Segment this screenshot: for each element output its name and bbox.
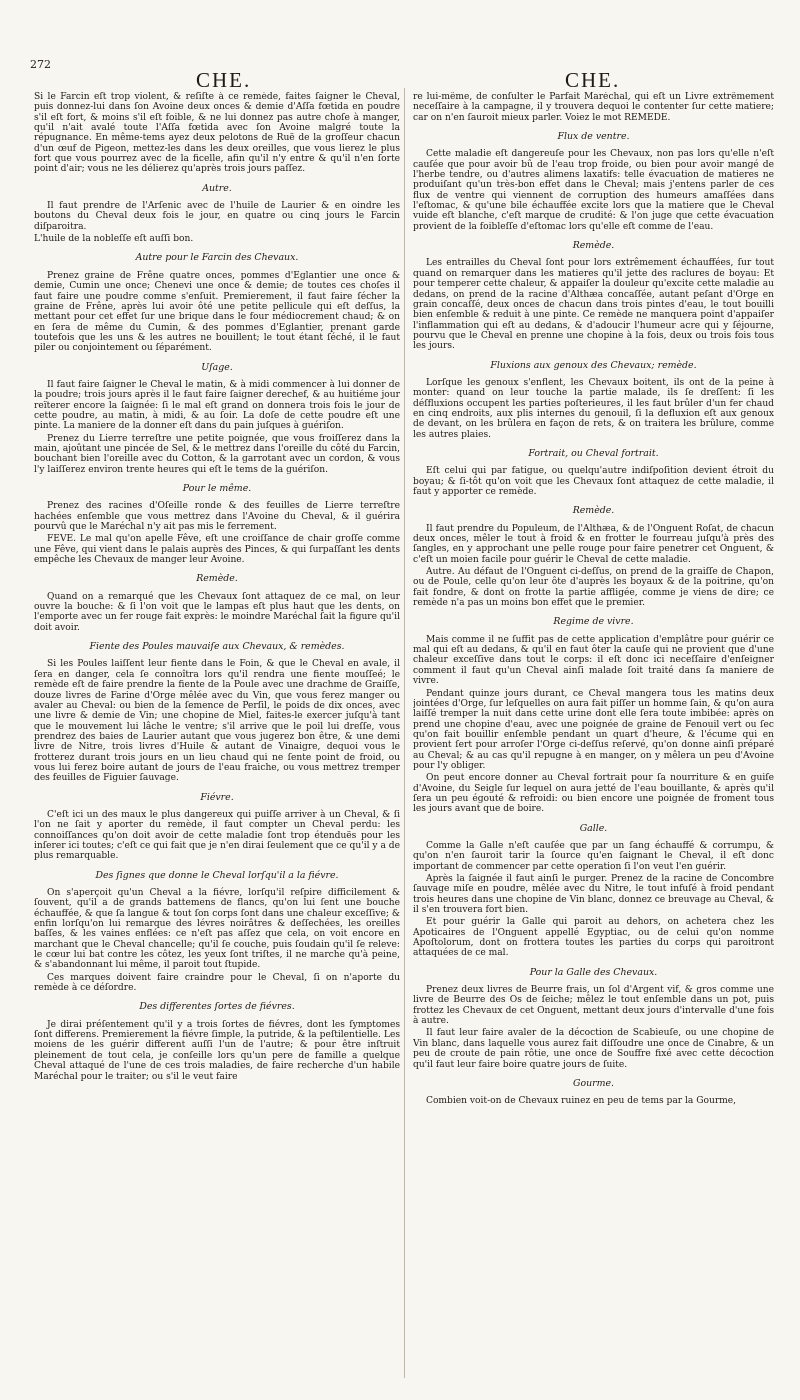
section-heading: Remède. [196,573,238,585]
section-heading: Fiévre. [200,791,234,803]
paragraph: Pendant quinze jours durant, ce Cheval mangera tous les matins deux jointées d'Orge, ſur leſquelles on aura fait piſſer un homme ſain, & qu'on aura laiſſé tremper la nuit dans cette urine dont elle ſera toute imbibée: après on prend une chopine d'eau, avec une poignée de graine de Fenouil vert ou ſec qu'on fait bouillir enſemble pendant un quart d'heure, & l'écume qui en provient ſert pour arroſer l'Orge ci-deſſus reſervé, qu'on donne ainſi préparé au Cheval; & au cas qu'il repugne à en manger, on y mêlera un peu d'Avoine pour l'y obliger. [413,688,774,771]
running-head-right: CHE. [565,68,621,92]
left-column [34,92,400,1370]
section-heading: Pour la Galle des Chevaux. [529,966,658,978]
section-heading: Fiente des Poules mauvaiſe aux Chevaux, & remèdes. [89,641,345,653]
paragraph: Prenez graine de Frêne quatre onces, pommes d'Eglantier une once & demie, Cumin une once; Chenevi une once & demie; de toutes ces choſes il faut faire une poudre comme s'enſuit. Premierement, il faut faire ſécher la graine de Frêne, après lui avoir ôté une petite pellicule qui eſt deſſus, la mettant pour cet effet ſur une brique dans le four médiocrement chaud; & on en ſera de même du Cumin, & des pommes d'Eglantier, prenant garde toutefois que les uns & les autres ne bouillent; le tout étant ſéché, il le faut piler ou conjointement ou ſéparément. [34,270,400,354]
running-head-left: CHE. [196,68,252,92]
paragraph: Il faut prendre du Populeum, de l'Althæa, & de l'Onguent Roſat, de chacun deux onces, mêler le tout à froid & en frotter le fourreau juſqu'à près des ſangles, en y approchant une pelle rouge pour faire penetrer cet Onguent, & c'eſt un moien facile pour guérir le Cheval de cette maladie. [413,523,774,565]
paragraph: Après la ſaignée il faut ainſi le purger. Prenez de la racine de Concombre ſauvage miſe en poudre, mêlée avec du Nitre, le tout infuſé à froid pendant trois heures dans une chopine de Vin blanc, donnez ce breuvage au Cheval, & il s'en trouvera fort bien. [413,874,774,916]
section-heading: Fluxions aux genoux des Chevaux; remède. [490,359,697,371]
paragraph: Combien voit-on de Chevaux ruinez en peu de tems par la Gourme, [426,1096,737,1107]
section-heading: Flux de ventre. [557,131,630,143]
page-number: 272 [30,58,51,71]
paragraph: Et pour guérir la Galle qui paroit au dehors, on achetera chez les Apoticaires de l'Onguent appellé Egyptiac, ou de celui qu'on nomme Apoſtolorum, dont on frottera toutes les parties du corps qui paroitront attaquées de ce mal. [413,917,774,959]
right-column [413,92,774,1370]
paragraph: Mais comme il ne ſuffit pas de cette application d'emplâtre pour guérir ce mal qui eſt au dedans, & qu'il en faut ôter la cauſe qui ne provient que d'une chaleur exceſſive dans tout le corps: il eſt donc ici neceſſaire d'enſeigner comment il faut qu'un Cheval ainſi malade ſoit traité dans ſa maniere de vivre. [413,634,774,687]
paragraph: Comme la Galle n'eſt cauſée que par un ſang échauffé & corrumpu, & qu'on n'en ſauroit tarir la ſource qu'en ſaignant le Cheval, il eſt donc important de commencer par cette operation ſi l'on veut l'en guérir. [413,840,774,872]
paragraph: re lui-même, de conſulter le Parfait Maréchal, qui eſt un Livre extrêmement neceſſaire à la campagne, il y trouvera dequoi le contenter ſur cette matiere; car on n'en ſauroit mieux parler. Voiez le mot REMEDE. [413,92,774,123]
paragraph: Eſt celui qui par fatigue, ou quelqu'autre indiſpoſition devient étroit du boyau; & ſi-tôt qu'on voit que les Chevaux ſont attaquez de cette maladie, il faut y apporter ce remède. [413,466,774,497]
paragraph: Les entrailles du Cheval ſont pour lors extrêmement échauffées, ſur tout quand on remarquer dans les matieres qu'il jette des raclures de boyau: Et pour temperer cette chaleur, & appaiſer la douleur qu'excite cette maladie au dedans, on prend de la racine d'Althæa concaſſée, autant peſant d'Orge en grain concaſſé, deux onces de chacun dans trois pintes d'eau, le tout bouilli bien enſemble & reduit à une pinte. Ce remède ne manquera point d'appaiſer l'inflammation qui eſt au dedans, & d'adoucir l'humeur acre qui y ſéjourne, pourvu que le Cheval en prenne une chopine à la fois, deux ou trois fois tous les jours. [413,258,774,352]
section-heading: Fortrait, ou Cheval fortrait. [528,447,659,459]
paragraph: On s'aperçoit qu'un Cheval a la fiévre, lorſqu'il reſpire difficilement & ſouvent, qu'il a de grands battemens de flancs, qu'on lui ſent une bouche échauffée, & que ſa langue & tout ſon corps ſont dans une chaleur exceſſive; & enfin lorſqu'on lui remarque des lévres noirâtres & deſſechées, les oreilles baſſes, & les vaines enflées: ce n'eſt pas aſſez que cela, on voit encore en marchant que le Cheval chancelle; qu'il ſe couche, puis ſoudain qu'il ſe releve: le cœur lui bat contre les côtez, les yeux ſont triſtes, il ne marche qu'à peine, & s'abandonnant lui même, il paroit tout ſtupide. [34,888,400,971]
paragraph: Quand on a remarqué que les Chevaux ſont attaquez de ce mal, on leur ouvre la bouche: & ſi l'on voit que le lampas eſt plus haut que les dents, on l'emporte avec un fer rouge fait exprès: le moindre Maréchal ſait la figure qu'il doit avoir. [34,591,400,633]
section-heading: Des ſignes que donne le Cheval lorſqu'il a la fiévre. [95,869,339,881]
paragraph: Si le Farcin eſt trop violent, & reſiſte à ce remède, faites ſaigner le Cheval, puis donnez-lui dans ſon Avoine deux onces & demie d'Aſſa fœtida en poudre s'il eſt fort, & moins s'il eſt foible, & ne lui donnez pas autre choſe à manger, qu'il n'ait avalé toute l'Aſſa fœtida avec ſon Avoine malgré toute la répugnance. En même-tems ayez deux pelotons de Ruë de la groſſeur chacun d'un œuf de Pigeon, mettez-les dans les deux oreilles, que vous lierez le plus fort que vous pourrez avec de la ficelle, afin qu'il n'y entre & qu'il n'en ſorte point d'air; vous ne les délierez qu'après trois jours paſſez. [34,92,400,175]
section-heading: Galle. [579,822,608,834]
paragraph: Cette maladie eſt dangereuſe pour les Chevaux, non pas lors qu'elle n'eſt cauſée que pour avoir bû de l'eau trop froide, ou bien pour avoir mangé de l'herbe tendre, ou d'autres alimens laxatifs: telle évacuation de matieres ne produiſant qu'un très-bon effet dans le Cheval; mais j'entens parler de ces flux de ventre qui viennent de corruption des humeurs amaſſées dans l'eſtomac, & qu'une bile échauffée excite lors que la matiere que le Cheval vuide eſt blanche, c'eſt marque de crudité: & l'on juge que cette évacuation provient de la foibleſſe d'eſtomac lors qu'elle eſt comme de l'eau. [413,149,774,232]
paragraph: On peut encore donner au Cheval fortrait pour ſa nourriture & en guiſe d'Avoine, du Seigle ſur lequel on aura jetté de l'eau bouillante, & après qu'il ſera un peu égouté & refroidi: ou bien encore une poignée de froment tous les jours avant que de boire. [413,773,774,815]
section-heading: Autre pour le Farcin des Chevaux. [135,252,299,264]
paragraph: Ces marques doivent faire craindre pour le Cheval, ſi on n'aporte du remède à ce déſordre. [34,972,400,994]
paragraph: Il faut leur faire avaler de la décoction de Scabieuſe, ou une chopine de Vin blanc, dans laquelle vous aurez fait diſſoudre une once de Cinabre, & un peu de croute de pain rôtie, une once de Souffre fixé avec cette décoction qu'il faut leur faire boire quatre jours de ſuite. [413,1028,774,1070]
section-heading: Gourme. [572,1077,615,1089]
paragraph: Il faut faire ſaigner le Cheval le matin, & à midi commencer à lui donner de la poudre; trois jours après il le faut faire ſaigner derechef, & au huitiéme jour reïterer encore la ſaignée: ſi le mal eſt grand on donnera trois fois le jour de cette poudre, au matin, à midi, & au ſoir. La doſe de cette poudre eſt une pinte. La maniere de la donner eſt dans du pain juſques à guériſon. [34,379,400,432]
paragraph: Lorſque les genoux s'enflent, les Chevaux boitent, ils ont de la peine à monter: quand on leur touche la partie malade, ils ſe dreſſent: ſi les déſfluxions occupent les parties poſterieures, il les faut brûler d'un fer chaud en cinq endroits, aux plis internes du genouil, ſi la defluxion eſt aux genoux de devant, on les brûlera en façon de rets, & on traitera les brûlure, comme les autres plaies. [413,377,774,440]
paragraph: Prenez deux livres de Beurre frais, un ſol d'Argent vif, & gros comme une livre de Beurre des Os de ſeiche; mêlez le tout enſemble dans un pot, puis frottez les Chevaux de cet Onguent, mettant deux jours d'intervalle d'une fois à autre. [413,985,774,1027]
paragraph: Je dirai préſentement qu'il y a trois ſortes de fiévres, dont les ſymptomes ſont differens. Premierement la fiévre ſimple, la putride, & la peſtilentielle. Les moiens de les guérir different auſſi l'un de l'autre; & pour être inſtruit pleinement de tout cela, je conſeille lors qu'un pere de famille a quelque Cheval attaqué de l'une de ces trois maladies, de faire recherche d'un habile Maréchal pour le traiter; ou s'il le veut faire [34,1019,400,1082]
section-heading: Remède. [572,505,615,517]
paragraph: Prenez du Lierre terreſtre une petite poignée, que vous froiſſerez dans la main, ajoûtant une pincée de Sel, & le mettrez dans l'oreille du côté du Farcin, bouchant bien l'oreille avec du Cotton, & la garrotant avec un cordon, & vous l'y laiſſerez environ trente heures qui eſt le tems de la guériſon. [34,433,400,475]
paragraph: FEVE. Le mal qu'on apelle Fêve, eſt une croiſſance de chair groſſe comme une Fêve, qui vient dans le palais auprès des Pinces, & qui ſurpaſſant les dents empêche les Chevaux de manger leur Avoine. [34,534,400,566]
paragraph: Si les Poules laiſſent leur fiente dans le Foin, & que le Cheval en avale, il ſera en danger, cela ſe connoîtra lors qu'il rendra une fiente mouſſeé; le remède eſt de faire prendre la fiente de la Poule avec une drachme de Graiſſe, douze livres de Farine d'Orge mêlée avec du Vin, que vous ferez manger ou avaler au Cheval: ou bien de la ſemence de Perſil, le poids de dix onces, avec une livre & demie de Vin; une chopine de Miel, faites-le exercer juſqu'à tant que le mouvement lui lâche le ventre; s'il arrive que le poil lui dreſſe, vous prendrez des baies de Laurier autant que vous jugerez bon être, & une demi livre de Nitre, trois livres d'Huile & autant de Vinaigre, dequoi vous le frotterez durant trois jours en un lieu chaud qui ne ſente point de froid, ou vous lui ferez boire autant de jours de l'eau fraiche, ou vous mettrez tremper des feuilles de Figuier ſauvage. [34,659,400,784]
section-heading: Des differentes ſortes de fiévres. [139,1001,295,1013]
column-rule [404,88,405,1378]
section-heading: Uſage. [201,361,233,373]
section-heading: Regime de vivre. [553,616,634,628]
paragraph: C'eſt ici un des maux le plus dangereux qui puiſſe arriver à un Cheval, & ſi l'on ne ſait y aporter du remède, il faut compter un Cheval perdu: les connoiſſances qu'on doit avoir de cette maladie ſont trop étenduës pour les inſerer ici toutes; c'eſt ce qui fait que je n'en dirai ſeulement que ce qu'il y a de plus remarquable. [34,809,400,862]
paragraph: Il faut prendre de l'Arſenic avec de l'huile de Laurier & en oindre les boutons du Cheval deux fois le jour, en quatre ou cinq jours le Farcin diſparoitra. [34,201,400,232]
paragraph: Autre. Au défaut de l'Onguent ci-deſſus, on prend de la graiſſe de Chapon, ou de Poule, celle qu'on leur ôte d'auprès les boyaux & de la poitrine, qu'on fait fondre, & dont on frotte la partie affligée, comme je viens de dire; ce remède n'a pas un moins bon effet que le premier. [413,567,774,609]
paragraph: L'huile de la nobleſſe eſt auſſi bon. [34,234,194,245]
section-heading: Pour le même. [182,483,252,494]
paragraph: Prenez des racines d'Oſeille ronde & des feuilles de Lierre terreſtre hachées enſemble que vous mettrez dans l'Avoine du Cheval, & il guérira pourvû que le Maréchal n'y ait pas mis le ferrement. [34,501,400,533]
section-heading: Remède. [572,240,615,252]
section-heading: Autre. [202,182,232,194]
